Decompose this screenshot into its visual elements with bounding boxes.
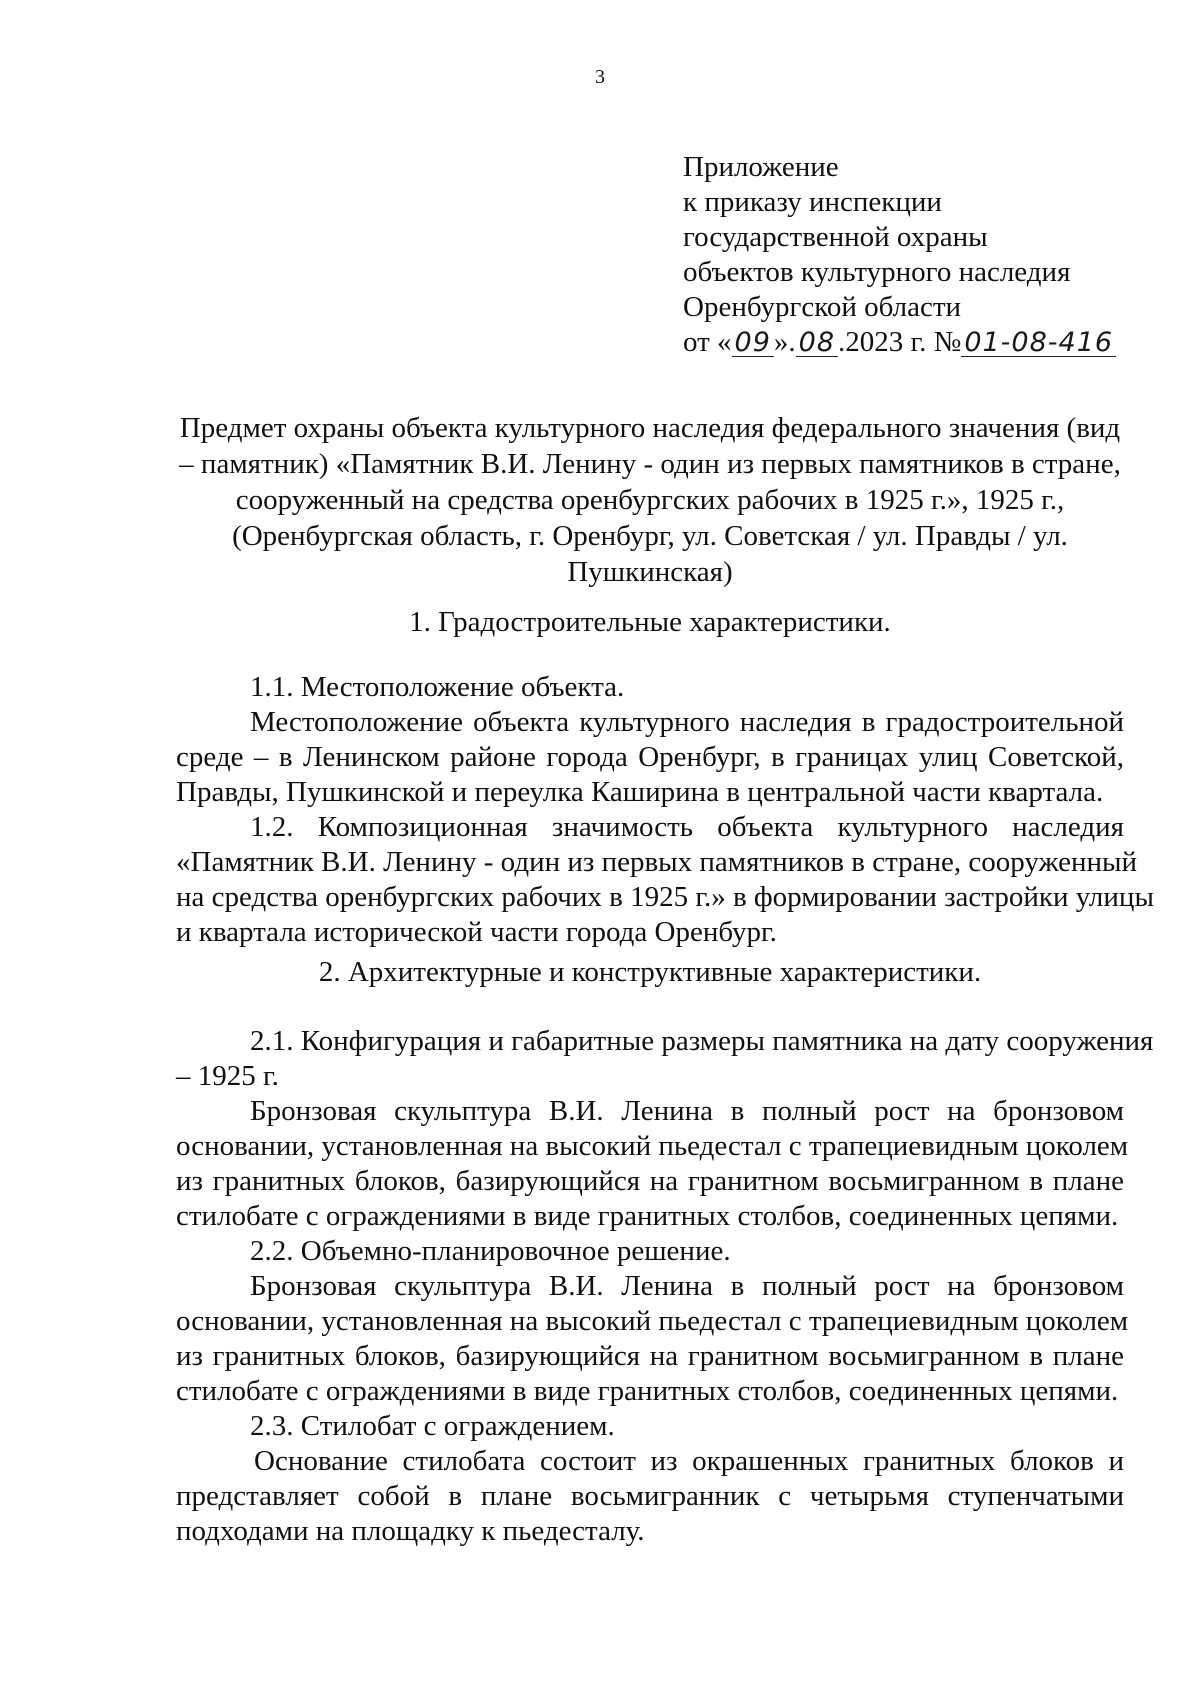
appendix-line: объектов культурного наследия <box>683 256 1071 288</box>
paragraph-line: 2.3. Стилобат с ограждением. <box>250 1410 615 1442</box>
title-line: Предмет охраны объекта культурного наследия федерального значения (вид <box>179 412 1121 444</box>
appendix-line: государственной охраны <box>683 221 988 253</box>
section-2-body <box>176 1024 1154 1549</box>
paragraph-line: основании, установленная на высокий пьедестал с трапециевидным цоколем <box>176 1130 1129 1162</box>
handwritten-order-number: 01-08-416 <box>961 330 1116 357</box>
paragraph-line: подходами на площадку к пьедесталу. <box>176 1515 645 1547</box>
title-line: – памятник) «Памятник В.И. Ленину - один из первых памятников в стране, <box>179 448 1121 480</box>
title-line: сооруженный на средства оренбургских рабочих в 1925 г.», 1925 г., <box>235 484 1065 516</box>
paragraph-line: Бронзовая скульптура В.И. Ленина в полный рост на бронзовом <box>250 1270 1124 1302</box>
order-date-line <box>683 325 1163 360</box>
paragraph-line: «Памятник В.И. Ленину - один из первых памятников в стране, сооруженный <box>176 846 1138 878</box>
paragraph-line: на средства оренбургских рабочих в 1925 г.» в формировании застройки улицы <box>176 881 1154 913</box>
paragraph-line: – 1925 г. <box>176 1060 279 1092</box>
paragraph-line: 2.2. Объемно-планировочное решение. <box>250 1235 731 1267</box>
paragraph-line: представляет собой в плане восьмигранник с четырьмя ступенчатыми <box>176 1480 1124 1512</box>
paragraph-line: основании, установленная на высокий пьедестал с трапециевидным цоколем <box>176 1305 1129 1337</box>
paragraph-line: 2.1. Конфигурация и габаритные размеры памятника на дату сооружения <box>250 1025 1154 1057</box>
section-heading-2: 2. Архитектурные и конструктивные характеристики. <box>318 956 982 988</box>
section-1-body <box>176 670 1154 950</box>
paragraph-line: среде – в Ленинском районе города Оренбург, в границах улиц Советской, <box>176 741 1124 773</box>
paragraph-line: стилобате с ограждениями в виде гранитных столбов, соединенных цепями. <box>176 1375 1119 1407</box>
title-line: Пушкинская) <box>567 556 733 588</box>
document-title <box>176 410 1124 590</box>
appendix-block <box>683 150 1163 360</box>
handwritten-day: 09 <box>732 330 774 357</box>
paragraph-line: и квартала исторической части города Оренбург. <box>176 916 777 948</box>
paragraph-line: Местоположение объекта культурного наследия в градостроительной <box>250 706 1124 738</box>
date-prefix: от « <box>683 326 732 358</box>
paragraph-line: 1.2. Композиционная значимость объекта культурного наследия <box>250 811 1124 843</box>
appendix-line: Оренбургской области <box>683 291 962 323</box>
handwritten-month: 08 <box>796 330 838 357</box>
paragraph-line: Основание стилобата состоит из окрашенных гранитных блоков и <box>254 1445 1124 1477</box>
section-heading-1: 1. Градостроительные характеристики. <box>409 606 891 638</box>
paragraph-line: Правды, Пушкинской и переулка Каширина в центральной части квартала. <box>176 776 1104 808</box>
date-year: .2023 г. № <box>838 326 962 358</box>
appendix-line: Приложение <box>683 151 839 183</box>
date-mid: ». <box>773 326 796 358</box>
paragraph-line: 1.1. Местоположение объекта. <box>250 671 625 703</box>
paragraph-line: из гранитных блоков, базирующийся на гранитном восьмигранном в плане <box>176 1165 1124 1197</box>
appendix-line: к приказу инспекции <box>683 186 942 218</box>
paragraph-line: Бронзовая скульптура В.И. Ленина в полный рост на бронзовом <box>250 1095 1124 1127</box>
paragraph-line: из гранитных блоков, базирующийся на гранитном восьмигранном в плане <box>176 1340 1124 1372</box>
paragraph-line: стилобате с ограждениями в виде гранитных столбов, соединенных цепями. <box>176 1200 1119 1232</box>
title-line: (Оренбургская область, г. Оренбург, ул. Советская / ул. Правды / ул. <box>232 520 1068 552</box>
page-number: 3 <box>595 66 605 88</box>
